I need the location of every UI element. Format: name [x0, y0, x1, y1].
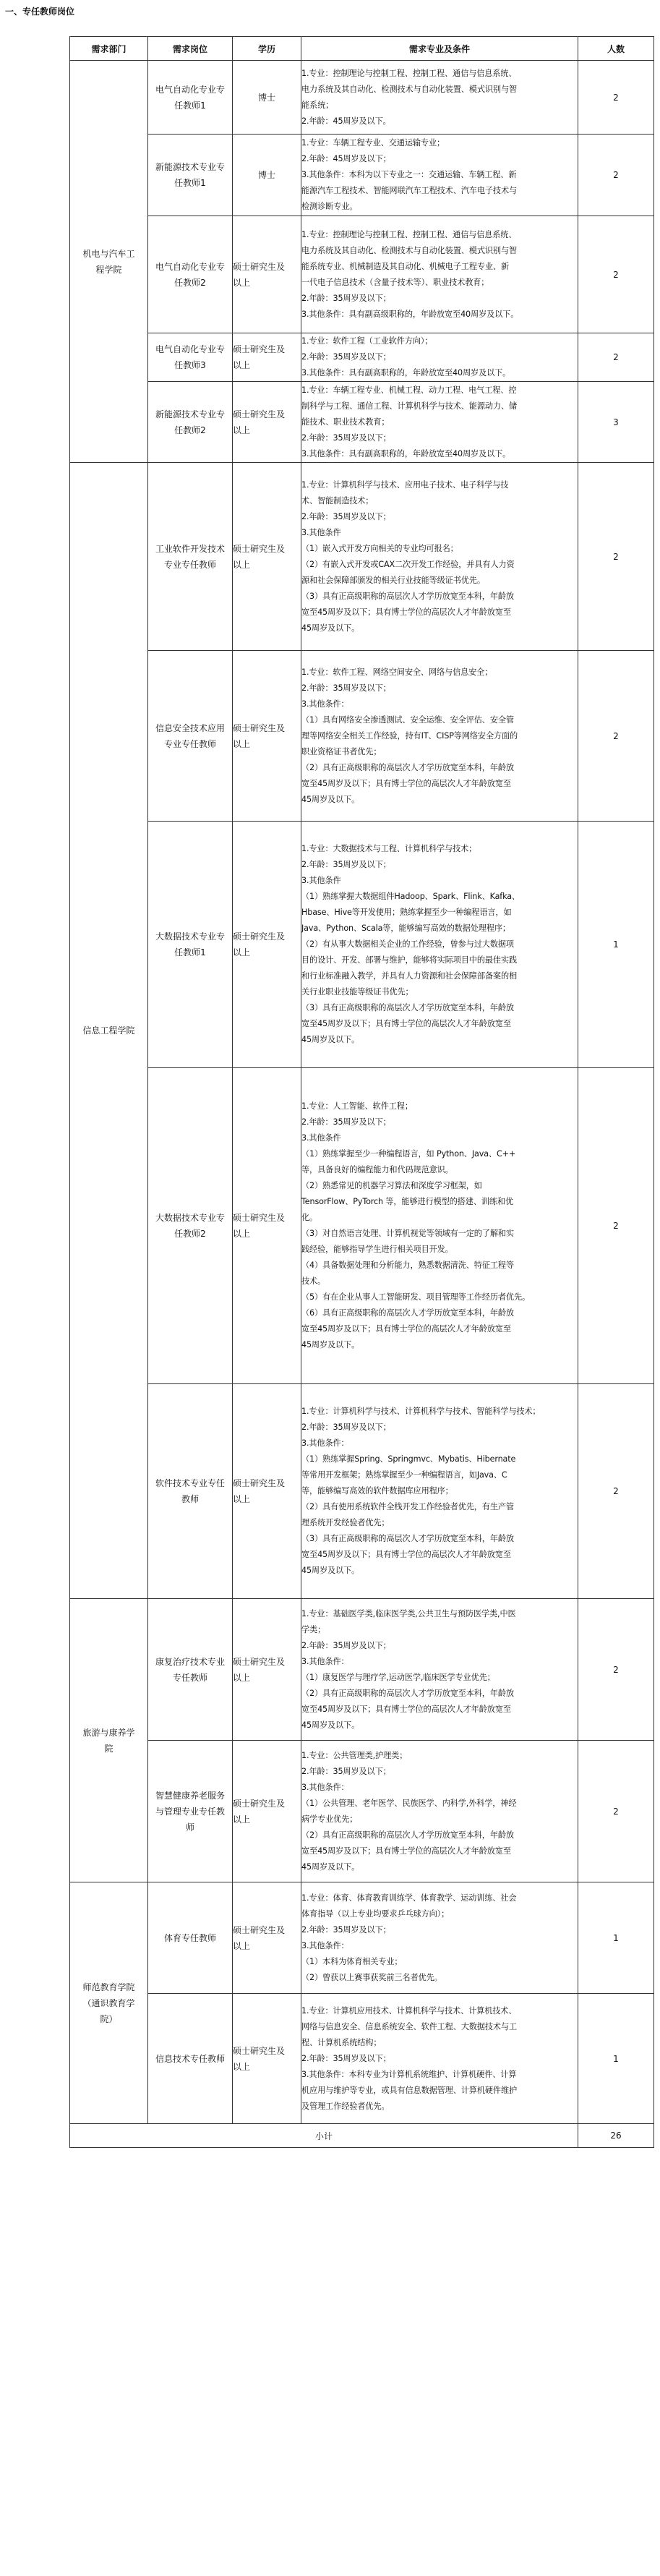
text-line: 1.专业：人工智能、软件工程；: [301, 1101, 413, 1111]
text-line: 3.其他条件：具有副高职称的，年龄放宽至40周岁及以下。: [301, 448, 511, 459]
text-line: 45周岁及以下。: [301, 1720, 360, 1730]
text-line: 病学专业优先；: [301, 1814, 358, 1824]
text-line: 信息技术专任教师: [155, 2053, 225, 2064]
text-line: 3.其他条件：具有副高级职称的，年龄放宽至40周岁及以下。: [301, 309, 519, 319]
position-cell: [148, 1741, 233, 1882]
text-line: 信息安全技术应用: [155, 722, 225, 733]
text-line: 智慧健康养老服务: [155, 1790, 225, 1801]
table-row: [70, 1068, 654, 1384]
table-row: [70, 333, 654, 382]
text-line: 以上: [233, 1229, 251, 1239]
positions-table: [69, 36, 654, 2148]
text-line: 硕士研究生及: [233, 261, 286, 272]
text-line: 师范教育学院: [82, 1982, 135, 1992]
education-cell: [233, 1599, 301, 1741]
table-row: [70, 1741, 654, 1882]
requirements-cell: [301, 1068, 578, 1384]
text-line: 博士: [257, 92, 275, 103]
text-line: 院: [104, 1743, 113, 1754]
text-line: 等，具备良好的编程能力和代码规范意识。: [301, 1165, 453, 1174]
text-line: （1）具有网络安全渗透测试、安全运维、安全评估、安全管: [301, 715, 514, 725]
text-line: 术、智能制造技术；: [301, 495, 374, 506]
count-cell: 2: [578, 1384, 654, 1599]
text-line: 硕士研究生及: [233, 1656, 286, 1667]
text-line: 硕士研究生及: [233, 409, 286, 419]
text-line: 3.其他条件：: [301, 1438, 349, 1448]
text-line: 网络与信息安全、信息系统安全、软件工程、大数据技术与工: [301, 2021, 518, 2031]
requirements-cell: [301, 1599, 578, 1741]
text-line: 硕士研究生及: [233, 1924, 286, 1935]
header-dept: 需求部门: [70, 37, 148, 61]
text-line: 以上: [233, 1494, 251, 1504]
text-line: 新能源技术专业专: [155, 409, 225, 419]
text-line: 3.其他条件：本科专业为计算机系统维护、计算机硬件、计算: [301, 2069, 517, 2079]
education-cell: [233, 1994, 301, 2124]
text-line: 45周岁及以下。: [301, 1340, 360, 1349]
table-row: [70, 651, 654, 822]
education-cell: [233, 216, 301, 333]
position-cell: [148, 1882, 233, 1994]
education-cell: [233, 61, 301, 135]
table-row: [70, 61, 654, 135]
text-line: 1.专业：公共管理类,护理类；: [301, 1750, 408, 1760]
text-line: （5）有在企业从事人工智能研发、项目管理等工作经历者优先。: [301, 1292, 531, 1302]
text-line: 宽至45周岁及以下；具有博士学位的高层次人才年龄放宽至: [301, 1846, 511, 1856]
text-line: 3.其他条件：: [301, 1782, 349, 1792]
text-line: 以上: [233, 1672, 251, 1683]
text-line: 2.年龄：35周岁及以下；: [301, 432, 391, 443]
text-line: 硕士研究生及: [233, 2045, 286, 2056]
total-row: [70, 2124, 654, 2148]
table-body: [70, 61, 654, 2148]
dept-cell: [70, 1599, 148, 1882]
education-cell: [233, 1741, 301, 1882]
table-row: [70, 135, 654, 216]
table-row: [70, 1599, 654, 1741]
position-cell: [148, 135, 233, 216]
requirements-cell: [301, 135, 578, 216]
text-line: 以上: [233, 277, 251, 288]
text-line: 职业资格证书者优先；: [301, 746, 382, 756]
header-position: 需求岗位: [148, 37, 233, 61]
text-line: 以上: [233, 1940, 251, 1951]
text-line: 一代电子信息技术（含量子技术等）、职业技术教育；: [301, 277, 489, 287]
text-line: 1.专业：控制理论与控制工程、控制工程、通信与信息系统、: [301, 68, 517, 78]
education-cell: [233, 382, 301, 463]
requirements-cell: [301, 382, 578, 463]
text-line: 1.专业：基础医学类,临床医学类,公共卫生与预防医学类,中医: [301, 1608, 516, 1618]
text-line: 大数据技术专业专: [155, 1213, 225, 1223]
text-line: 程学院: [95, 264, 122, 275]
text-line: 专任教师: [172, 1672, 207, 1683]
text-line: 电气自动化专业专: [155, 344, 225, 354]
text-line: （3）具有正高级职称的高层次人才学历放宽至本科，年龄放: [301, 1534, 514, 1543]
text-line: 硕士研究生及: [233, 543, 286, 554]
text-line: 宽至45周岁及以下；具有博士学位的高层次人才年龄放宽至: [301, 1019, 511, 1028]
requirements-cell: [301, 1994, 578, 2124]
text-line: （4）具备数据处理和分析能力，熟悉数据清洗、特征工程等: [301, 1261, 514, 1270]
text-line: 机应用与维护等专业，或具有信息数据管理、计算机硬件维护: [301, 2085, 518, 2095]
requirements-cell: [301, 651, 578, 822]
text-line: 45周岁及以下。: [301, 794, 360, 804]
text-line: （1）康复医学与理疗学,运动医学,临床医学专业优先；: [301, 1672, 495, 1682]
text-line: 以上: [233, 738, 251, 749]
text-line: 硕士研究生及: [233, 1478, 286, 1488]
text-line: 与管理专业专任教: [155, 1806, 225, 1817]
text-line: 1.专业：车辆工程专业、机械工程、动力工程、电气工程、控: [301, 385, 517, 395]
text-line: 关行业职业技能等级证书优先；: [301, 987, 413, 997]
text-line: 1.专业：体育、体育教育训练学、体育教学、运动训练、社会: [301, 1893, 517, 1903]
text-line: 学类；: [301, 1624, 326, 1634]
table-row: [70, 1882, 654, 1994]
text-line: 旅游与康养学: [82, 1727, 135, 1738]
text-line: 3.其他条件：本科为以下专业之一：交通运输、车辆工程、新: [301, 170, 517, 179]
text-line: 宽至45周岁及以下；具有博士学位的高层次人才年龄放宽至: [301, 778, 511, 788]
text-line: 45周岁及以下。: [301, 1566, 360, 1575]
text-line: 以上: [233, 2061, 251, 2072]
position-cell: [148, 1994, 233, 2124]
text-line: Java、Python、Scala等，能够编写高效的数据处理程序；: [301, 924, 510, 933]
text-line: 硕士研究生及: [233, 1213, 286, 1223]
count-cell: 1: [578, 822, 654, 1068]
count-cell: 2: [578, 135, 654, 216]
position-cell: [148, 463, 233, 651]
text-line: 能源汽车工程技术、智能网联汽车工程技术、汽车电子技术与: [301, 186, 518, 195]
text-line: 任教师1: [174, 178, 206, 188]
text-line: 3.其他条件：: [301, 1656, 349, 1666]
count-cell: 1: [578, 1994, 654, 2124]
dept-cell: [70, 463, 148, 1599]
requirements-cell: [301, 61, 578, 135]
count-cell: 2: [578, 61, 654, 135]
position-cell: [148, 1068, 233, 1384]
education-cell: [233, 1068, 301, 1384]
text-line: 1.专业：大数据技术与工程、计算机科学与技术；: [301, 844, 477, 853]
text-line: 硕士研究生及: [233, 344, 286, 354]
requirements-cell: [301, 1882, 578, 1994]
text-line: 能系统专业、机械制造及其自动化、机械电子工程专业、新: [301, 261, 509, 271]
text-line: 及管理工作经验者优先。: [301, 2101, 390, 2111]
text-line: 信息工程学院: [82, 1025, 135, 1036]
text-line: （2）具有正高级职称的高层次人才学历放宽至本科，年龄放: [301, 762, 514, 772]
text-line: 机电与汽车工: [82, 248, 135, 259]
text-line: 1.专业：计算机应用技术、计算机科学与技术、计算机技术、: [301, 2005, 517, 2016]
text-line: 2.年龄：35周岁及以下；: [301, 1924, 391, 1935]
text-line: （1）嵌入式开发方向相关的专业均可报名；: [301, 543, 458, 553]
count-cell: 2: [578, 1599, 654, 1741]
text-line: 等常用开发框架；熟练掌握至少一种编程语言，如Java、C: [301, 1470, 507, 1480]
text-line: 大数据技术专业专: [155, 931, 225, 942]
text-line: （6）具有正高级职称的高层次人才学历放宽至本科，年龄放: [301, 1308, 514, 1318]
dept-cell: [70, 61, 148, 463]
text-line: 2.年龄：35周岁及以下；: [301, 1117, 391, 1127]
text-line: 宽至45周岁及以下；具有博士学位的高层次人才年龄放宽至: [301, 1704, 511, 1714]
count-cell: 2: [578, 463, 654, 651]
text-line: TensorFlow、PyTorch 等，能够进行模型的搭建、训练和优: [301, 1197, 513, 1206]
text-line: 45周岁及以下。: [301, 1861, 360, 1872]
text-line: 3.其他条件：具有副高职称的，年龄放宽至40周岁及以下。: [301, 368, 511, 378]
position-cell: [148, 216, 233, 333]
education-cell: [233, 651, 301, 822]
text-line: 1.专业：计算机科学与技术、应用电子技术、电子科学与技: [301, 479, 509, 490]
text-line: （3）具有正高级职称的高层次人才学历放宽至本科，年龄放: [301, 1003, 514, 1012]
text-line: 任教师2: [174, 277, 206, 288]
text-line: 1.专业：软件工程、网络空间安全、网络与信息安全；: [301, 667, 493, 677]
total-count: 26: [578, 2124, 654, 2148]
text-line: 以上: [233, 360, 251, 370]
text-line: 2.年龄：45周岁及以下；: [301, 154, 391, 163]
text-line: 院）: [100, 2013, 118, 2024]
text-line: 目的设计、开发、部署与维护，能够将实际项目中的最佳实践: [301, 955, 518, 965]
count-cell: 1: [578, 1882, 654, 1994]
text-line: 以上: [233, 947, 251, 958]
education-cell: [233, 1384, 301, 1599]
text-line: 硕士研究生及: [233, 931, 286, 942]
text-line: 电力系统及其自动化、检测技术与自动化装置、模式识别与智: [301, 84, 518, 94]
text-line: （1）公共管理、老年医学、民族医学、内科学,外科学，神经: [301, 1798, 517, 1808]
text-line: 硕士研究生及: [233, 1798, 286, 1809]
text-line: 师: [185, 1822, 194, 1833]
text-line: 体育专任教师: [163, 1932, 216, 1943]
requirements-cell: [301, 1741, 578, 1882]
text-line: 新能源技术专业专: [155, 162, 225, 172]
text-line: 电气自动化专业专: [155, 261, 225, 272]
table-row: [70, 463, 654, 651]
text-line: 3.其他条件: [301, 876, 341, 885]
text-line: （2）具有使用系统软件全栈开发工作经验者优先，有生产管: [301, 1502, 514, 1511]
section-title: 一、专任教师岗位: [5, 7, 75, 17]
text-line: 3.其他条件：: [301, 1940, 349, 1950]
position-cell: [148, 333, 233, 382]
text-line: （2）有嵌入式开发或CAX二次开发工作经验，并具有人力资: [301, 559, 515, 569]
table-row: [70, 822, 654, 1068]
text-line: 理系统开发经验者优先；: [301, 1518, 390, 1527]
requirements-cell: [301, 333, 578, 382]
text-line: （1）熟练掌握至少一种编程语言，如 Python、Java、C++: [301, 1149, 516, 1159]
text-line: 宽至45周岁及以下；具有博士学位的高层次人才年龄放宽至: [301, 1550, 511, 1559]
text-line: （3）具有正高级职称的高层次人才学历放宽至本科，年龄放: [301, 591, 514, 601]
text-line: 电力系统及其自动化、检测技术与自动化装置、模式识别与智: [301, 245, 518, 255]
text-line: 2.年龄：35周岁及以下；: [301, 683, 391, 693]
education-cell: [233, 822, 301, 1068]
text-line: 制科学与工程、通信工程、计算机科学与技术、能源动力、储: [301, 401, 518, 411]
text-line: 3.其他条件: [301, 1133, 341, 1143]
position-cell: [148, 1599, 233, 1741]
text-line: 专业专任教师: [163, 559, 216, 570]
header-requirements: 需求专业及条件: [301, 37, 578, 61]
text-line: 2.年龄：35周岁及以下；: [301, 2053, 391, 2063]
dept-cell: [70, 1882, 148, 2124]
education-cell: [233, 333, 301, 382]
table-row: [70, 382, 654, 463]
text-line: 以上: [233, 559, 251, 570]
position-cell: [148, 382, 233, 463]
count-cell: 2: [578, 1068, 654, 1384]
text-line: （1）熟练掌握大数据组件Hadoop、Spark、Flink、Kafka、: [301, 892, 520, 901]
text-line: （1）本科为体育相关专业；: [301, 1956, 403, 1966]
text-line: 2.年龄：35周岁及以下；: [301, 352, 391, 362]
text-line: 2.年龄：35周岁及以下；: [301, 1640, 391, 1650]
text-line: 检测诊断专业。: [301, 202, 358, 211]
total-label: 小计: [70, 2124, 578, 2148]
requirements-cell: [301, 216, 578, 333]
count-cell: 2: [578, 651, 654, 822]
text-line: 能系统；: [301, 100, 334, 110]
requirements-cell: [301, 463, 578, 651]
text-line: 能技术、职业技术教育；: [301, 417, 390, 427]
table-row: [70, 216, 654, 333]
text-line: 等，能够编写高效的软件数据库应用程序；: [301, 1486, 453, 1496]
text-line: 2.年龄：35周岁及以下；: [301, 860, 391, 869]
text-line: 以上: [233, 425, 251, 435]
text-line: 技术。: [301, 1276, 326, 1286]
text-line: 工业软件开发技术: [155, 543, 225, 554]
text-line: （通识教育学: [82, 1997, 135, 2008]
header-education: 学历: [233, 37, 301, 61]
text-line: 2.年龄：35周岁及以下；: [301, 511, 391, 521]
text-line: 宽至45周岁及以下；具有博士学位的高层次人才年龄放宽至: [301, 607, 511, 617]
requirements-cell: [301, 822, 578, 1068]
text-line: 践经验，能够指导学生进行相关项目开发。: [301, 1245, 453, 1254]
text-line: 源和社会保障部颁发的相关行业技能等级证书优先。: [301, 575, 485, 585]
text-line: 任教师1: [174, 947, 206, 958]
text-line: 3.其他条件：: [301, 699, 349, 709]
text-line: 1.专业：控制理论与控制工程、控制工程、通信与信息系统、: [301, 229, 517, 239]
text-line: 化。: [301, 1213, 318, 1222]
text-line: （2）有从事大数据相关企业的工作经验，曾参与过大数据项: [301, 939, 514, 949]
count-cell: 2: [578, 216, 654, 333]
text-line: （2）曾获以上赛事获奖前三名者优先。: [301, 1972, 442, 1982]
header-count: 人数: [578, 37, 654, 61]
text-line: 专业专任教师: [163, 738, 216, 749]
position-cell: [148, 651, 233, 822]
requirements-cell: [301, 1384, 578, 1599]
position-cell: [148, 61, 233, 135]
text-line: 3.其他条件: [301, 527, 341, 537]
text-line: Hbase、Hive等开发使用；熟练掌握至少一种编程语言，如: [301, 908, 512, 917]
count-cell: 2: [578, 333, 654, 382]
text-line: 任教师3: [174, 360, 206, 370]
education-cell: [233, 463, 301, 651]
text-line: 宽至45周岁及以下；具有博士学位的高层次人才年龄放宽至: [301, 1324, 511, 1334]
text-line: （2）具有正高级职称的高层次人才学历放宽至本科，年龄放: [301, 1688, 514, 1698]
text-line: 2.年龄：35周岁及以下；: [301, 293, 391, 303]
text-line: 以上: [233, 1814, 251, 1825]
table-row: [70, 1994, 654, 2124]
text-line: 45周岁及以下。: [301, 1035, 360, 1044]
text-line: 博士: [257, 170, 275, 180]
text-line: 1.专业：软件工程（工业软件方向）；: [301, 336, 433, 346]
table-header-row: [70, 37, 654, 61]
text-line: 软件技术专业专任: [155, 1478, 225, 1488]
text-line: 电气自动化专业专: [155, 84, 225, 95]
count-cell: 3: [578, 382, 654, 463]
text-line: 1.专业：计算机科学与技术、计算机科学与技术、智能科学与技术；: [301, 1407, 541, 1416]
text-line: 2.年龄：35周岁及以下；: [301, 1766, 391, 1776]
text-line: （1）熟练掌握Spring、Springmvc、Mybatis、Hibernate: [301, 1454, 516, 1464]
text-line: 2.年龄：45周岁及以下。: [301, 116, 391, 126]
text-line: （2）熟悉常见的机器学习算法和深度学习框架，如: [301, 1181, 482, 1190]
text-line: （3）对自然语言处理、计算机视觉等领域有一定的了解和实: [301, 1229, 514, 1238]
position-cell: [148, 1384, 233, 1599]
text-line: （2）具有正高级职称的高层次人才学历放宽至本科，年龄放: [301, 1830, 514, 1840]
count-cell: 2: [578, 1741, 654, 1882]
education-cell: [233, 1882, 301, 1994]
education-cell: [233, 135, 301, 216]
text-line: 和行业标准融入教学，并具有人力资源和社会保障部备案的相: [301, 971, 518, 981]
text-line: 任教师1: [174, 100, 206, 111]
table-row: [70, 1384, 654, 1599]
text-line: 硕士研究生及: [233, 722, 286, 733]
text-line: 理等网络安全相关工作经验，持有IT、CISP等网络安全方面的: [301, 730, 518, 741]
position-cell: [148, 822, 233, 1068]
text-line: 康复治疗技术专业: [155, 1656, 225, 1667]
text-line: 任教师2: [174, 425, 206, 435]
text-line: 体育指导（以上专业均要求乒乓球方向）；: [301, 1908, 450, 1919]
text-line: 任教师2: [174, 1229, 206, 1239]
text-line: 2.年龄：35周岁及以下；: [301, 1423, 391, 1432]
text-line: 45周岁及以下。: [301, 623, 360, 633]
text-line: 程、计算机系统结构；: [301, 2037, 382, 2047]
text-line: 教师: [181, 1494, 199, 1504]
text-line: 1.专业：车辆工程专业、交通运输专业；: [301, 138, 445, 148]
